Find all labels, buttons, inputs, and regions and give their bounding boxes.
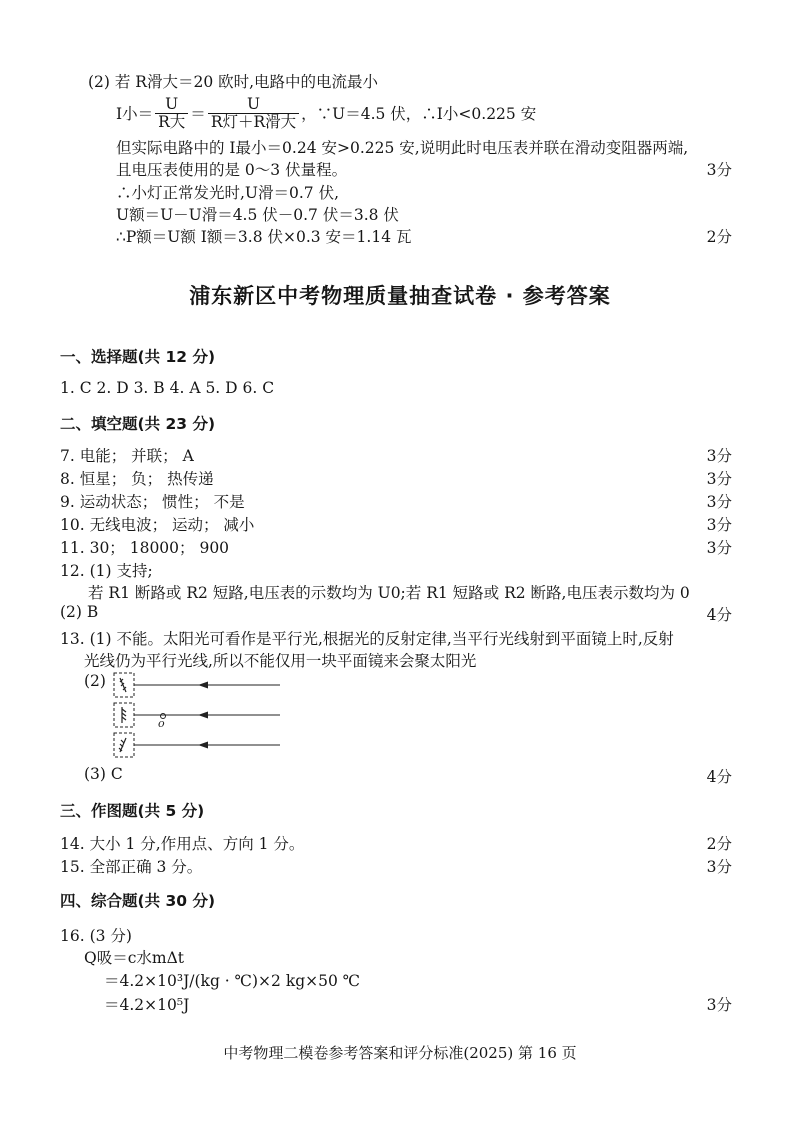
- score-label: 2分: [706, 228, 732, 246]
- section-heading-choice: 一、选择题(共 12 分): [60, 348, 216, 366]
- fraction-1-numerator: U: [155, 96, 188, 114]
- answer-row: [0, 513, 800, 535]
- choice-answers: 1. C 2. D 3. B 4. A 5. D 6. C: [60, 379, 275, 397]
- eq-mid: ＝: [190, 105, 206, 123]
- answer-text: 10. 无线电波； 运动； 减小: [60, 516, 255, 534]
- fraction-1-denominator: R大: [158, 112, 186, 131]
- arrow-head-bottom: [198, 742, 208, 749]
- q16-line3: ＝4.2×10³J/(kg · ℃)×2 kg×50 ℃: [104, 972, 361, 990]
- score-label: 4分: [706, 606, 732, 624]
- focus-label: o: [158, 717, 165, 730]
- arrow-head-middle: [198, 712, 208, 719]
- score-label: 3分: [706, 996, 732, 1014]
- part2-line5: ∴小灯正常发光时,U滑＝0.7 伏,: [116, 184, 339, 202]
- q13-line1: 13. (1) 不能。太阳光可看作是平行光,根据光的反射定律,当平行光线射到平面镜上时,反射: [60, 630, 674, 648]
- score-label: 3分: [706, 539, 732, 557]
- q12-line3-row: [0, 603, 800, 625]
- answer-text: 14. 大小 1 分,作用点、方向 1 分。: [60, 835, 305, 853]
- part2-line4-row: [0, 158, 800, 180]
- q13-part2-label: (2): [84, 672, 106, 690]
- answer-row: [0, 490, 800, 512]
- answer-row: [0, 536, 800, 558]
- answer-text: 11. 30； 18000； 900: [60, 539, 230, 557]
- answer-row: [0, 832, 800, 854]
- mirror-box-top: [114, 673, 134, 697]
- mirror-middle: [122, 707, 126, 723]
- q16-line4: ＝4.2×10⁵J: [104, 996, 190, 1014]
- mirror-box-bottom: [114, 733, 134, 757]
- fraction-2: [208, 96, 299, 131]
- score-label: 3分: [706, 516, 732, 534]
- score-label: 3分: [706, 447, 732, 465]
- part2-line6: U额＝U－U滑＝4.5 伏－0.7 伏＝3.8 伏: [116, 206, 399, 224]
- score-label: 2分: [706, 835, 732, 853]
- answer-text: 7. 电能； 并联； A: [60, 447, 194, 465]
- q13-line2: 光线仍为平行光线,所以不能仅用一块平面镜来会聚太阳光: [84, 652, 477, 670]
- q12-line1: 12. (1) 支持;: [60, 562, 153, 580]
- answer-text: 15. 全部正确 3 分。: [60, 858, 203, 876]
- mirror-bottom: [119, 738, 126, 752]
- fraction-1: [155, 96, 188, 131]
- eq-rhs: ，∵U＝4.5 伏，∴I小<0.225 安: [301, 105, 537, 123]
- mirror-diagram: [110, 670, 290, 766]
- score-label: 4分: [706, 768, 732, 786]
- page-title: 浦东新区中考物理质量抽查试卷 · 参考答案: [189, 284, 611, 308]
- q16-line1: 16. (3 分): [60, 927, 132, 945]
- q12-line2: 若 R1 断路或 R2 短路,电压表的示数均为 U0;若 R1 短路或 R2 断路,电压表示数均为 0: [88, 584, 690, 602]
- current-equation: [116, 92, 536, 134]
- answer-row: [0, 444, 800, 466]
- fraction-2-numerator: U: [208, 96, 299, 114]
- arrow-head-top: [198, 682, 208, 689]
- q16-line4-row: [0, 993, 800, 1015]
- section-heading-comprehensive: 四、综合题(共 30 分): [60, 892, 216, 910]
- eq-lhs: I小＝: [116, 105, 154, 123]
- q13-line4: (3) C: [84, 765, 123, 783]
- score-label: 3分: [706, 493, 732, 511]
- part2-line4: 且电压表使用的是 0～3 伏量程。: [116, 161, 348, 179]
- section-heading-fill: 二、填空题(共 23 分): [60, 415, 216, 433]
- answer-text: 9. 运动状态； 惯性； 不是: [60, 493, 245, 511]
- section-heading-drawing: 三、作图题(共 5 分): [60, 802, 205, 820]
- part2-line1: (2) 若 R滑大＝20 欧时,电路中的电流最小: [88, 73, 379, 91]
- part2-line7: ∴P额＝U额 I额＝3.8 伏×0.3 安＝1.14 瓦: [116, 228, 412, 246]
- fraction-2-denominator: R灯＋R滑大: [210, 112, 297, 131]
- part2-line7-row: [0, 225, 800, 247]
- q12-line3: (2) B: [60, 603, 99, 621]
- answer-row: [0, 855, 800, 877]
- page-footer: 中考物理二模卷参考答案和评分标准(2025) 第 16 页: [223, 1044, 577, 1062]
- score-label: 3分: [706, 470, 732, 488]
- q13-line4-row: [0, 765, 800, 787]
- answer-row: [0, 467, 800, 489]
- part2-line3: 但实际电路中的 I最小＝0.24 安>0.225 安,说明此时电压表并联在滑动变阻器两端,: [116, 139, 689, 157]
- answer-text: 8. 恒星； 负； 热传递: [60, 470, 214, 488]
- q16-line2: Q吸＝c水mΔt: [84, 949, 185, 967]
- mirror-top: [120, 678, 126, 692]
- score-label: 3分: [706, 161, 732, 179]
- score-label: 3分: [706, 858, 732, 876]
